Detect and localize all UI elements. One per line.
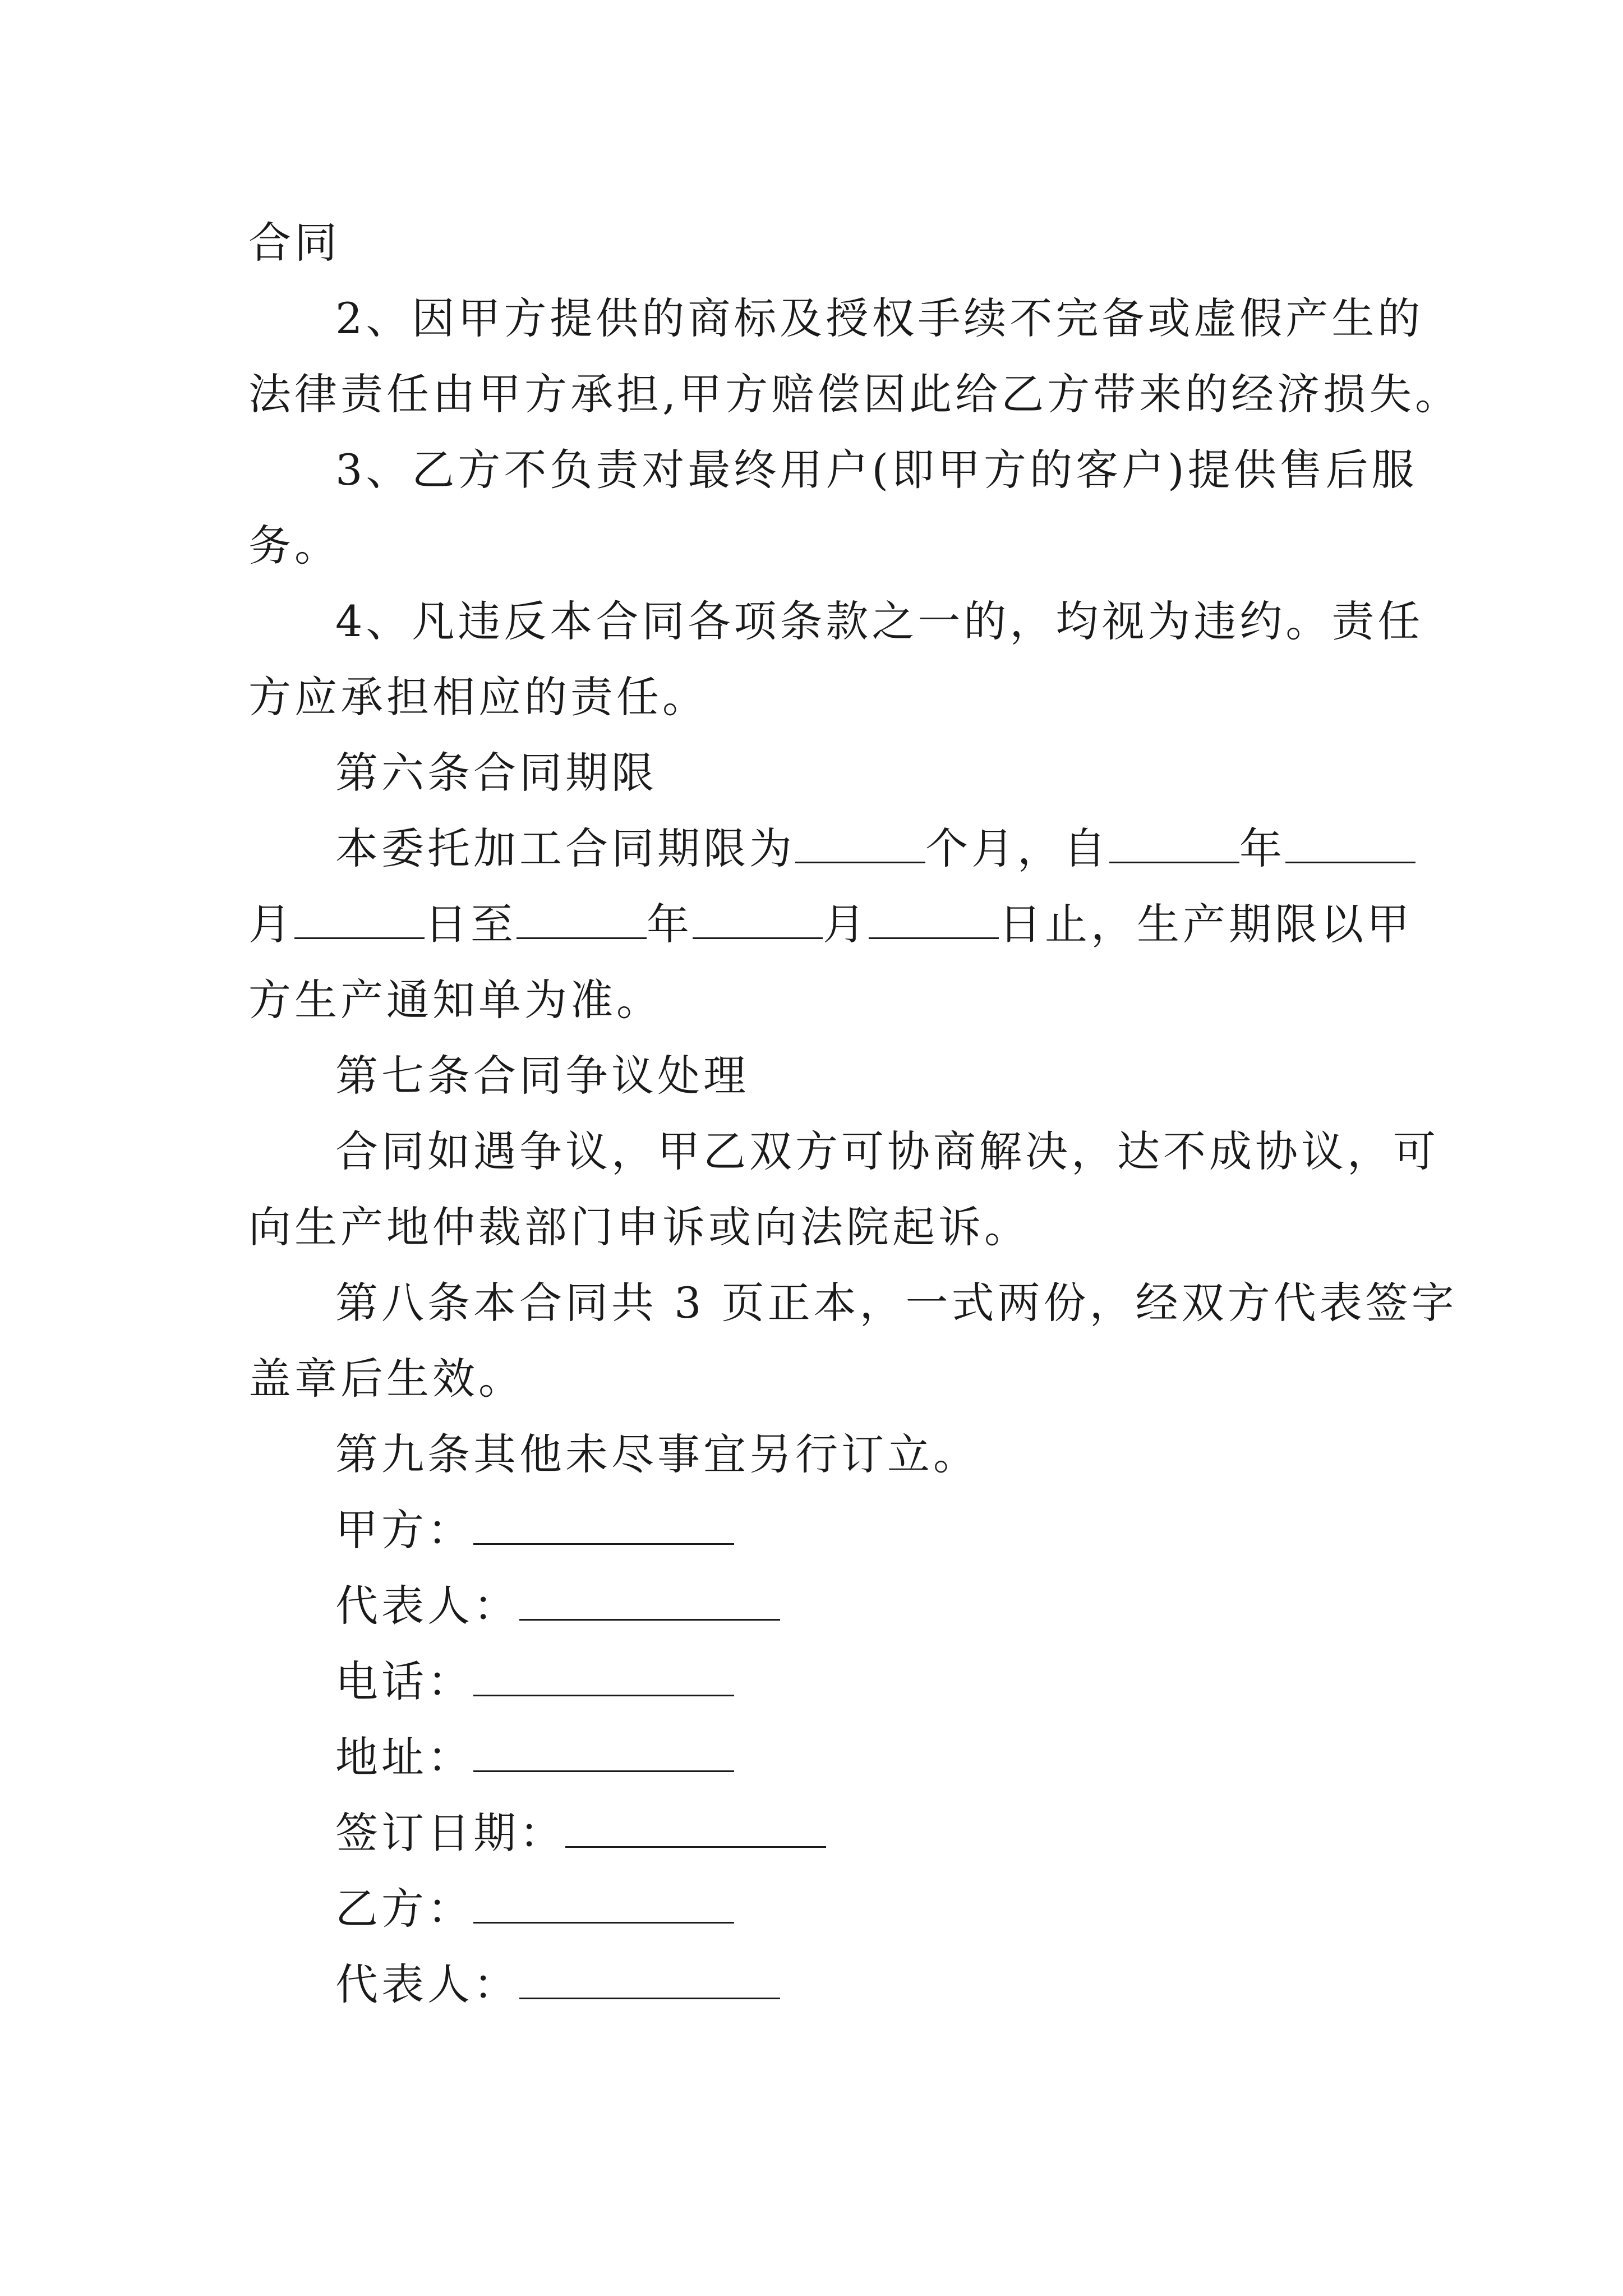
field-label: 电话： bbox=[335, 1657, 473, 1706]
text-segment: 年 bbox=[1239, 823, 1285, 873]
fill-blank bbox=[473, 1504, 734, 1545]
signature-field-representative-a bbox=[335, 1578, 780, 1634]
fill-blank bbox=[1285, 822, 1415, 863]
fill-blank bbox=[473, 1655, 734, 1696]
paragraph-line: 第九条其他未尽事宜另行订立。 bbox=[335, 1429, 979, 1479]
paragraph-line: 3、乙方不负责对最终用户(即甲方的客户)提供售后服 bbox=[335, 445, 1418, 495]
paragraph-line: 方应承担相应的责任。 bbox=[248, 672, 708, 722]
field-label: 签订日期： bbox=[335, 1808, 565, 1858]
fill-blank bbox=[795, 822, 925, 863]
field-label: 甲方： bbox=[335, 1505, 473, 1555]
paragraph-line: 第八条本合同共 3 页正本，一式两份，经双方代表签字 bbox=[335, 1278, 1458, 1328]
fill-blank bbox=[294, 898, 425, 939]
signature-field-party-b bbox=[335, 1881, 734, 1937]
signature-field-representative-b bbox=[335, 1957, 780, 2013]
text-segment: 年 bbox=[647, 899, 693, 949]
fill-blank bbox=[473, 1731, 734, 1772]
paragraph-line: 法律责任由甲方承担,甲方赔偿因此给乙方带来的经济损失。 bbox=[248, 369, 1461, 419]
field-label: 地址： bbox=[335, 1732, 473, 1782]
text-segment: 个月，自 bbox=[925, 823, 1109, 873]
field-label: 乙方： bbox=[335, 1884, 473, 1934]
fill-blank bbox=[519, 1580, 780, 1621]
paragraph-line: 合同如遇争议，甲乙双方可协商解决，达不成协议，可 bbox=[335, 1126, 1439, 1176]
text-segment: 月 bbox=[248, 899, 294, 949]
section-heading: 第七条合同争议处理 bbox=[335, 1051, 749, 1101]
paragraph-line: 4、凡违反本合同各项条款之一的，均视为违约。责任 bbox=[335, 596, 1424, 646]
field-label: 代表人： bbox=[335, 1959, 519, 2009]
fill-blank bbox=[519, 1958, 780, 1999]
paragraph-line: 向生产地仲裁部门申诉或向法院起诉。 bbox=[248, 1202, 1030, 1252]
text-segment: 本委托加工合同期限为 bbox=[335, 823, 795, 873]
text-segment: 日至 bbox=[425, 899, 517, 949]
text-segment: 月 bbox=[823, 899, 869, 949]
field-label: 代表人： bbox=[335, 1581, 519, 1631]
text-segment: 日止，生产期限以甲 bbox=[999, 899, 1413, 949]
fill-blank bbox=[693, 898, 823, 939]
contract-period-line bbox=[335, 821, 1415, 877]
fill-blank bbox=[1109, 822, 1239, 863]
signature-field-party-a bbox=[335, 1502, 734, 1558]
fill-blank bbox=[565, 1807, 826, 1848]
signature-field-phone bbox=[335, 1654, 734, 1710]
signature-field-address bbox=[335, 1729, 734, 1786]
paragraph-line: 务。 bbox=[248, 521, 340, 570]
paragraph-line: 方生产通知单为准。 bbox=[248, 975, 662, 1025]
fill-blank bbox=[517, 898, 647, 939]
paragraph-line: 合同 bbox=[248, 218, 340, 268]
paragraph-line: 2、因甲方提供的商标及授权手续不完备或虚假产生的 bbox=[335, 293, 1424, 343]
paragraph-line: 盖章后生效。 bbox=[248, 1354, 524, 1404]
section-heading: 第六条合同期限 bbox=[335, 748, 657, 798]
fill-blank bbox=[473, 1883, 734, 1924]
fill-blank bbox=[869, 898, 999, 939]
contract-period-line bbox=[248, 896, 1413, 953]
signature-field-sign-date bbox=[335, 1805, 826, 1861]
